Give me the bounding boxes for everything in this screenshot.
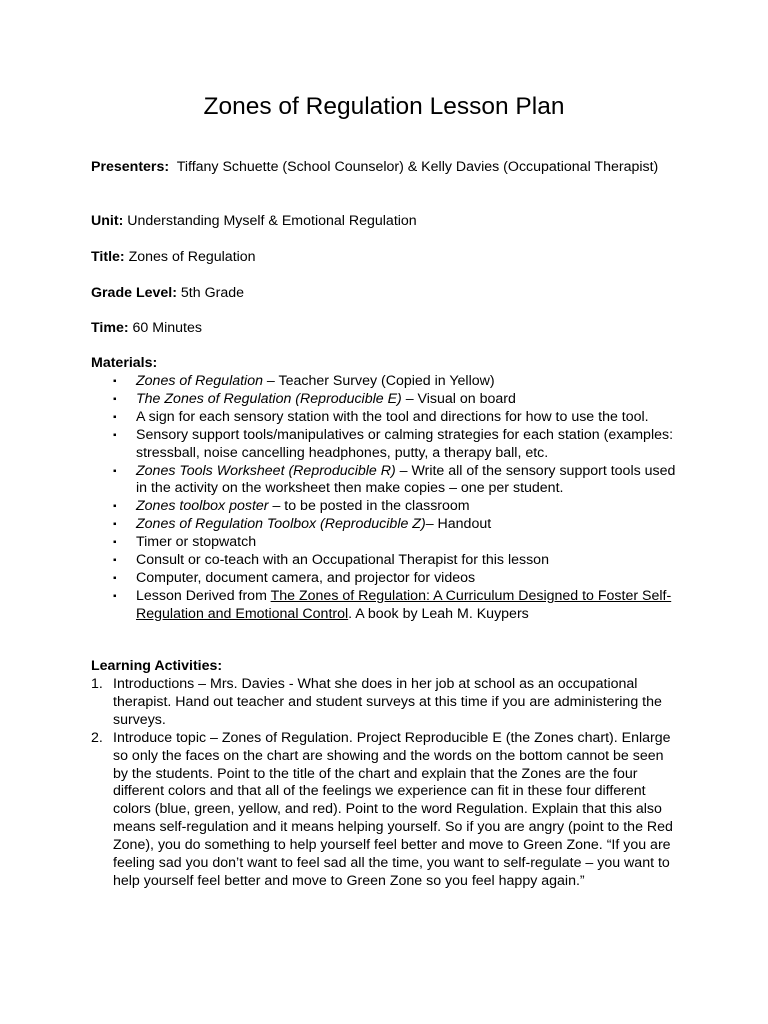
square-bullet-icon: ▪ <box>113 376 117 387</box>
square-bullet-icon: ▪ <box>113 429 117 441</box>
item-emphasis: Zones Tools Worksheet (Reproducible R) <box>136 462 396 479</box>
square-bullet-icon: ▪ <box>113 501 117 513</box>
item-text: – Handout <box>425 516 492 533</box>
title-value: Zones of Regulation <box>128 249 256 265</box>
square-bullet-icon: ▪ <box>113 555 117 567</box>
document-title: Zones of Regulation Lesson Plan <box>203 93 565 120</box>
materials-list <box>91 373 681 624</box>
item-text: Computer, document camera, and projector for videos <box>136 569 476 586</box>
list-item <box>91 498 681 516</box>
time-field <box>91 320 691 338</box>
presenters-label: Presenters: <box>91 159 170 175</box>
derived-suffix: . A book by Leah M. Kuypers <box>348 605 529 622</box>
learning-activities-heading: Learning Activities: <box>91 658 223 674</box>
item-text: Consult or co-teach with an Occupational Therapist for this lesson <box>136 552 549 569</box>
list-item <box>91 373 681 391</box>
item-text: – to be posted in the classroom <box>268 498 470 515</box>
item-text: Timer or stopwatch <box>136 534 257 551</box>
title-field <box>91 249 691 267</box>
unit-label: Unit: <box>91 213 124 229</box>
square-bullet-icon: ▪ <box>113 465 117 477</box>
list-item <box>91 730 681 891</box>
unit-field <box>91 213 691 231</box>
item-text: Sensory support tools/manipulatives or calming strategies for each station (examples: stressball, noise cancelling headphones, putty, a therapy ball, etc. <box>136 426 674 461</box>
square-bullet-icon: ▪ <box>113 590 117 602</box>
unit-value: Understanding Myself & Emotional Regulation <box>127 213 417 229</box>
list-item <box>91 463 681 499</box>
item-text: – Teacher Survey (Copied in Yellow) <box>262 373 495 389</box>
item-number: 2. <box>91 729 103 746</box>
item-number: 1. <box>91 676 103 692</box>
grade-level-label: Grade Level: <box>91 285 177 301</box>
item-text: Introductions – Mrs. Davies - What she does in her job at school as an occupational therapist. Hand out teacher and student surveys at this time if you are administering the surveys. <box>113 676 662 728</box>
time-label: Time: <box>91 320 129 336</box>
square-bullet-icon: ▪ <box>113 411 117 423</box>
grade-level-field <box>91 285 691 303</box>
square-bullet-icon: ▪ <box>113 519 117 531</box>
grade-level-value: 5th Grade <box>180 285 245 301</box>
item-emphasis: Zones of Regulation Toolbox (Reproducible Z) <box>136 516 426 533</box>
square-bullet-icon: ▪ <box>113 537 117 549</box>
item-text: A sign for each sensory station with the tool and directions for how to use the tool. <box>136 408 649 425</box>
item-text: Introduce topic – Zones of Regulation. Project Reproducible E (the Zones chart). Enlarge so only the faces on the chart are showing and the words on the bottom cannot be seen by the students. Point to the title of the chart and explain that the Zones are the four different colors and that all of the feelings we experience can fit in these four different colors (blue, green, yellow, and red). Point to the word Regulation. Explain that this also means self-regulation and it means helping yourself. So if you are angry (point to the Red Zone), you do something to help yourself feel better and move to Green Zone. “If you are feeling sad you don’t want to feel sad all the time, you want to self-regulate – you want to help yourself feel better and move to Green Zone so you feel happy again.” <box>113 729 673 889</box>
learning-activities-list <box>91 676 681 891</box>
square-bullet-icon: ▪ <box>113 393 117 405</box>
list-item <box>91 391 681 409</box>
title-label: Title: <box>91 249 125 265</box>
item-emphasis: Zones toolbox poster <box>136 498 269 515</box>
item-text: – Visual on board <box>401 390 516 407</box>
item-emphasis: The Zones of Regulation (Reproducible E) <box>136 390 402 407</box>
presenters-value: Tiffany Schuette (School Counselor) & Kelly Davies (Occupational Therapist) <box>176 159 659 175</box>
list-item <box>91 552 681 570</box>
list-item <box>91 427 681 463</box>
presenters-field <box>91 159 691 177</box>
list-item <box>91 676 681 730</box>
book-title-link[interactable]: The Zones of Regulation: A Curriculum Designed to Foster Self-Regulation and Emotional Control <box>136 587 672 622</box>
time-value: 60 Minutes <box>132 320 202 336</box>
list-item <box>91 409 681 427</box>
item-text: – Write all of the sensory support tools used in the activity on the worksheet then make copies – one per student. <box>136 462 676 497</box>
derived-prefix: Lesson Derived from <box>136 587 271 604</box>
list-item <box>91 570 681 588</box>
list-item <box>91 516 681 534</box>
square-bullet-icon: ▪ <box>113 572 117 584</box>
list-item-derived-from <box>91 588 681 624</box>
list-item <box>91 534 681 552</box>
materials-heading: Materials: <box>91 355 158 371</box>
item-emphasis: Zones of Regulation <box>136 373 263 389</box>
